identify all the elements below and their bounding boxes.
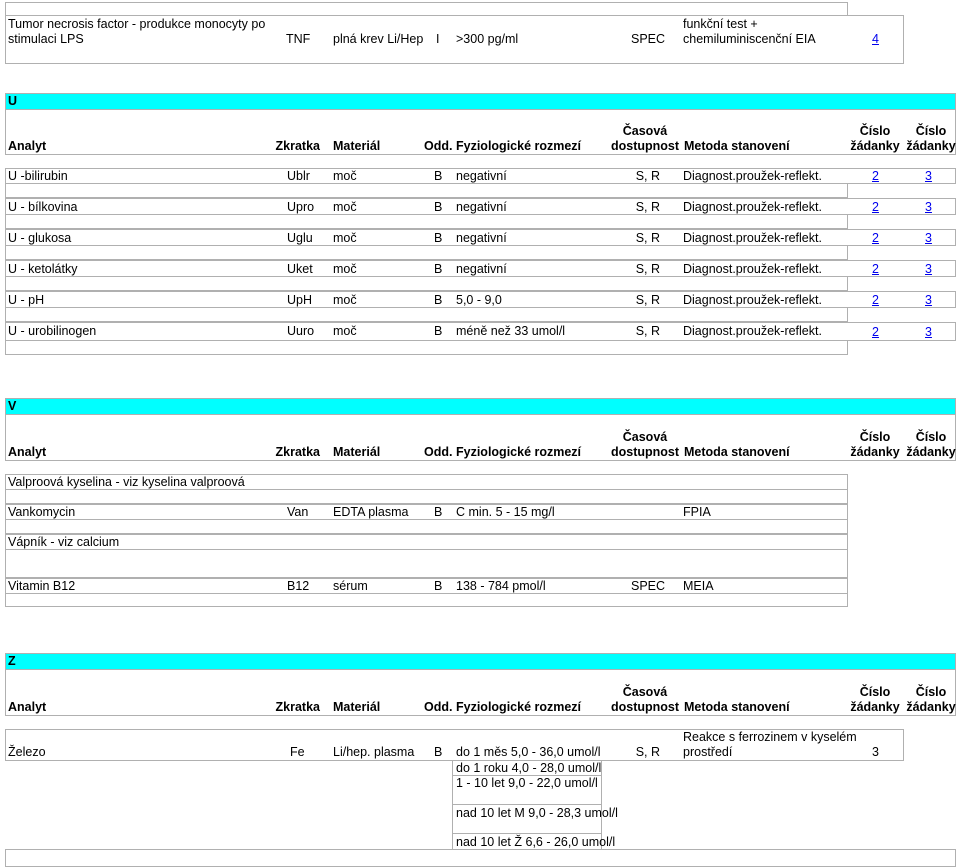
col-casova: Časová (622, 685, 668, 699)
col-metoda: Metoda stanovení (684, 139, 790, 153)
analyt: U - ketolátky (8, 262, 78, 276)
col-analyt: Analyt (8, 445, 47, 459)
analyt: U - glukosa (8, 231, 72, 245)
col-cislo-2: Číslo (915, 124, 947, 138)
section-v-letter: V (8, 399, 17, 413)
availability: S, R (635, 293, 660, 307)
material: moč (333, 231, 357, 245)
abbr: Uket (287, 262, 313, 276)
abbr: Ublr (287, 169, 310, 183)
method: Diagnost.proužek-reflekt. (683, 324, 822, 338)
zelezo-reference-1: do 1 měs 5,0 - 36,0 umol/l (456, 745, 601, 759)
section-u-letter: U (8, 94, 18, 108)
col-zadanky-2: žádanky (906, 445, 956, 459)
col-cislo-2: Číslo (915, 685, 947, 699)
dept: B (434, 200, 443, 214)
request-link-3[interactable]: 3 (925, 231, 932, 245)
col-cislo-1: Číslo (859, 685, 891, 699)
b12-material: sérum (333, 579, 368, 593)
col-metoda: Metoda stanovení (684, 445, 790, 459)
col-fyz-rozmezi: Fyziologické rozmezí (456, 445, 582, 459)
section-z-header-bar (5, 653, 956, 670)
availability: S, R (635, 324, 660, 338)
row-spacer (5, 183, 848, 198)
material: moč (333, 169, 357, 183)
vapnik-note: Vápník - viz calcium (8, 535, 120, 549)
method: Diagnost.proužek-reflekt. (683, 200, 822, 214)
row-spacer (5, 593, 848, 607)
b12-abbr: B12 (287, 579, 310, 593)
tnf-method-line1: funkční test + (683, 17, 758, 31)
vankomycin-reference: C min. 5 - 15 mg/l (456, 505, 555, 519)
b12-reference: 138 - 784 pmol/l (456, 579, 546, 593)
col-metoda: Metoda stanovení (684, 700, 790, 714)
col-zadanky-2: žádanky (906, 139, 956, 153)
abbr: Uuro (287, 324, 315, 338)
col-fyz-rozmezi: Fyziologické rozmezí (456, 700, 582, 714)
dept: B (434, 231, 443, 245)
material: moč (333, 200, 357, 214)
vankomycin-analyt: Vankomycin (8, 505, 76, 519)
analyt: U - bílkovina (8, 200, 78, 214)
col-cislo-1: Číslo (859, 430, 891, 444)
method: Diagnost.proužek-reflekt. (683, 169, 822, 183)
row-spacer (5, 307, 848, 322)
request-link-2[interactable]: 2 (872, 231, 879, 245)
request-link-2[interactable]: 2 (872, 200, 879, 214)
material: moč (333, 324, 357, 338)
section-z-letter: Z (8, 654, 16, 668)
tnf-analyt-line1: Tumor necrosis factor - produkce monocyty po (8, 17, 266, 31)
col-odd: Odd. (424, 445, 453, 459)
zelezo-dept: B (434, 745, 443, 759)
vankomycin-dept: B (434, 505, 443, 519)
zelezo-reference-5: nad 10 let Ž 6,6 - 26,0 umol/l (456, 835, 616, 849)
tnf-request-link[interactable]: 4 (872, 32, 879, 46)
col-zkratka: Zkratka (275, 445, 320, 459)
row-spacer (5, 340, 848, 355)
request-link-3[interactable]: 3 (925, 293, 932, 307)
request-link-2[interactable]: 2 (872, 262, 879, 276)
bottom-row (5, 849, 956, 867)
availability: S, R (635, 262, 660, 276)
col-zkratka: Zkratka (275, 700, 320, 714)
row-spacer (5, 549, 848, 578)
dept: B (434, 262, 443, 276)
col-zkratka: Zkratka (275, 139, 320, 153)
material: moč (333, 293, 357, 307)
abbr: Upro (287, 200, 315, 214)
zelezo-material: Li/hep. plasma (333, 745, 415, 759)
vankomycin-abbr: Van (287, 505, 309, 519)
zelezo-reference-4: nad 10 let M 9,0 - 28,3 umol/l (456, 806, 618, 820)
zelezo-request: 3 (872, 745, 879, 759)
abbr: UpH (287, 293, 313, 307)
b12-method: MEIA (683, 579, 714, 593)
b12-dept: B (434, 579, 443, 593)
reference: negativní (456, 200, 507, 214)
request-link-3[interactable]: 3 (925, 325, 932, 339)
reference: negativní (456, 262, 507, 276)
availability: S, R (635, 231, 660, 245)
row-spacer (5, 276, 848, 291)
col-zadanky-2: žádanky (906, 700, 956, 714)
col-dostupnost: dostupnost (610, 139, 680, 153)
analyt: U -bilirubin (8, 169, 68, 183)
request-link-2[interactable]: 2 (872, 293, 879, 307)
zelezo-reference-3: 1 - 10 let 9,0 - 22,0 umol/l (456, 776, 598, 790)
availability: S, R (635, 200, 660, 214)
col-odd: Odd. (424, 139, 453, 153)
col-dostupnost: dostupnost (610, 445, 680, 459)
analyt: U - pH (8, 293, 45, 307)
valproova-note: Valproová kyselina - viz kyselina valproová (8, 475, 245, 489)
tnf-reference: >300 pg/ml (456, 32, 519, 46)
zelezo-analyt: Železo (8, 745, 46, 759)
spacer-row (5, 2, 848, 16)
reference: 5,0 - 9,0 (456, 293, 502, 307)
table-row (5, 504, 848, 520)
tnf-availability: SPEC (631, 32, 666, 46)
zelezo-abbr: Fe (290, 745, 305, 759)
col-cislo-1: Číslo (859, 124, 891, 138)
dept: B (434, 324, 443, 338)
col-material: Materiál (333, 700, 381, 714)
col-dostupnost: dostupnost (610, 700, 680, 714)
request-link-2[interactable]: 2 (872, 169, 879, 183)
col-zadanky-1: žádanky (850, 700, 900, 714)
table-row (5, 534, 848, 550)
zelezo-reference-2: do 1 roku 4,0 - 28,0 umol/l (456, 761, 602, 775)
method: Diagnost.proužek-reflekt. (683, 293, 822, 307)
row-spacer (5, 245, 848, 260)
row-spacer (5, 519, 848, 534)
availability: S, R (635, 169, 660, 183)
dept: B (434, 293, 443, 307)
tnf-method-line2: chemiluminiscenční EIA (683, 32, 816, 46)
col-material: Materiál (333, 445, 381, 459)
dept: B (434, 169, 443, 183)
request-link-3[interactable]: 3 (925, 262, 932, 276)
vankomycin-method: FPIA (683, 505, 711, 519)
zelezo-availability: S, R (635, 745, 660, 759)
col-casova: Časová (622, 124, 668, 138)
col-analyt: Analyt (8, 700, 47, 714)
tnf-analyt-line2: stimulaci LPS (8, 32, 84, 46)
request-link-2[interactable]: 2 (872, 325, 879, 339)
reference: negativní (456, 169, 507, 183)
row-spacer (5, 489, 848, 504)
abbr: Uglu (287, 231, 313, 245)
row-spacer (5, 214, 848, 229)
request-link-3[interactable]: 3 (925, 169, 932, 183)
zelezo-method-line2: prostředí (683, 745, 733, 759)
tnf-material: plná krev Li/Hep (333, 32, 424, 46)
b12-analyt: Vitamin B12 (8, 579, 76, 593)
vankomycin-material: EDTA plasma (333, 505, 409, 519)
col-casova: Časová (622, 430, 668, 444)
section-v-header-bar (5, 398, 956, 415)
col-fyz-rozmezi: Fyziologické rozmezí (456, 139, 582, 153)
tnf-abbr: TNF (286, 32, 311, 46)
b12-availability: SPEC (631, 579, 666, 593)
method: Diagnost.proužek-reflekt. (683, 231, 822, 245)
material: moč (333, 262, 357, 276)
col-odd: Odd. (424, 700, 453, 714)
col-zadanky-1: žádanky (850, 139, 900, 153)
col-analyt: Analyt (8, 139, 47, 153)
method: Diagnost.proužek-reflekt. (683, 262, 822, 276)
request-link-3[interactable]: 3 (925, 200, 932, 214)
table-row (5, 578, 848, 594)
reference: méně než 33 umol/l (456, 324, 566, 338)
analyt: U - urobilinogen (8, 324, 97, 338)
zelezo-method-line1: Reakce s ferrozinem v kyselém (683, 730, 857, 744)
col-cislo-2: Číslo (915, 430, 947, 444)
col-material: Materiál (333, 139, 381, 153)
reference: negativní (456, 231, 507, 245)
tnf-dept: I (436, 32, 440, 46)
col-zadanky-1: žádanky (850, 445, 900, 459)
section-u-header-bar (5, 93, 956, 110)
